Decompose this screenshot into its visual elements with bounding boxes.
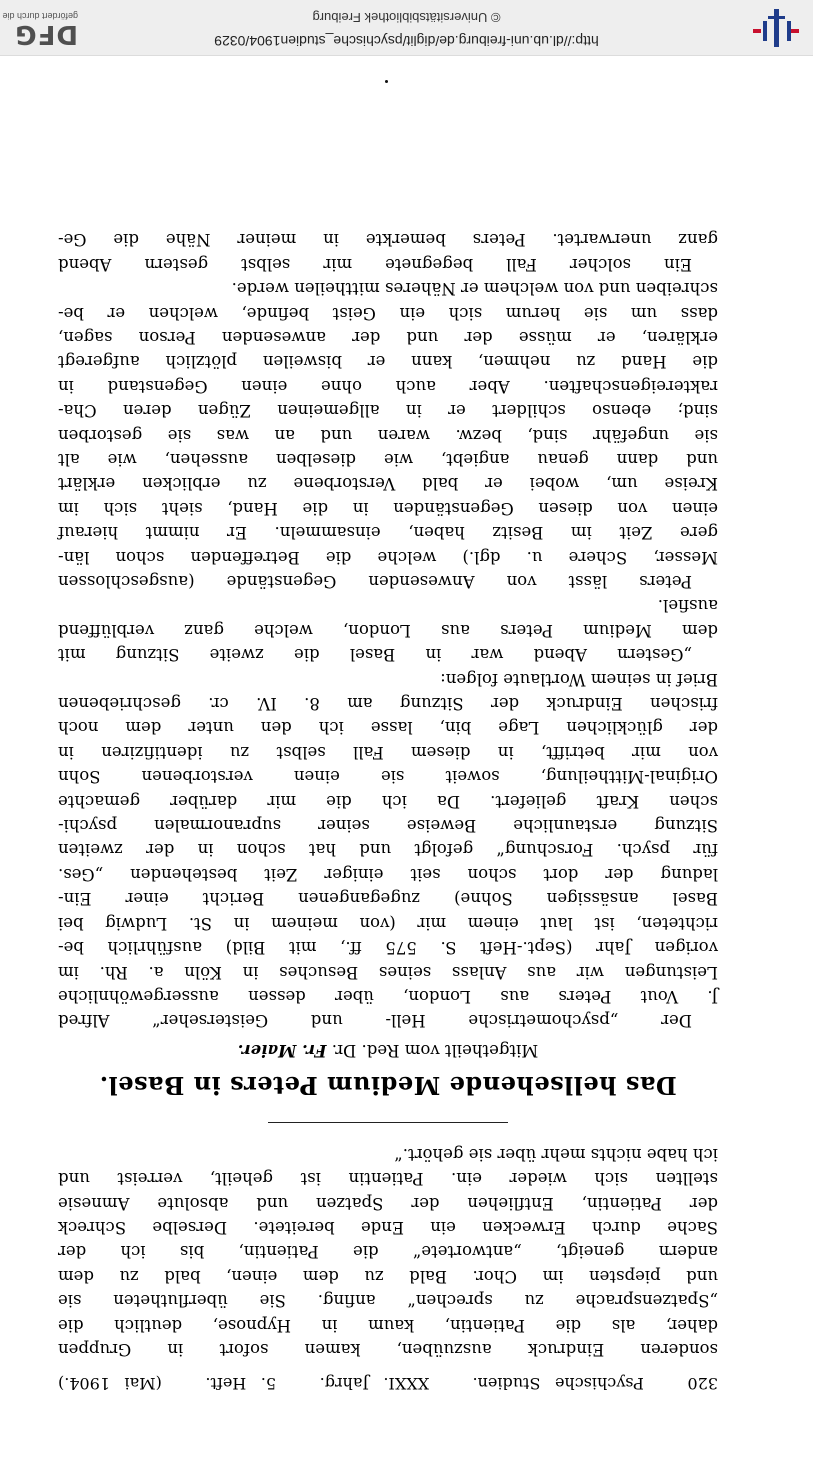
text-line: erklären, er müsse der und der anwesenden Person sagen, [58, 327, 718, 347]
page-number: 320 [687, 1374, 718, 1393]
text-line: sind; ebenso schildert er in allgemeinen Zügen deren Cha- [58, 401, 718, 421]
paragraph-1 [58, 666, 718, 1032]
text-line: und piepsten im Chor. Bald zu dem einen, bald zu dem [58, 1266, 718, 1286]
text-line: ladung der dort schon seit einiger Zeit bestehenden „Ges. [58, 864, 718, 884]
text-line: dass um sie herum sich ein Geist befinde, welchen er be- [58, 303, 718, 323]
text-line: Kreise um, wobei er bald Verstorbene zu erblicken erklärt [58, 474, 718, 494]
text-line: gere Zeit im Besitz haben, einsammeln. Er nimmt hierauf [58, 523, 718, 543]
intro-paragraph [58, 1141, 718, 1361]
text-line: frischen Eindruck der Sitzung am 8. IV. cr. geschriebenen [58, 694, 718, 714]
text-line: Original-Mittheilung, soweit sie einen verstorbenen Sohn [58, 767, 718, 787]
text-line: der glücklichen Lage bin, lasse ich den unter dem noch [58, 718, 718, 738]
text-line: Leistungen wir aus Anlass seines Besuches in Köln a. Rh. im [58, 962, 718, 982]
text-line: Sache durch Erwecken ein Ende bereitete. Derselbe Schreck [58, 1217, 718, 1237]
text-line: schreiben und von welchem er Näheres mittheilen werde. [231, 279, 718, 299]
text-line: und dann genau angiebt, wie dieselben aussehen, wie alt [58, 450, 718, 469]
text-line: schen Kraft geliefert. Da ich die mir darüber gemachte [58, 791, 718, 811]
text-line: ich habe nichts mehr über sie gehört.“ [394, 1144, 718, 1164]
article-title: Das hellsehende Medium Peters in Basel. [99, 1071, 677, 1101]
text-line: Ein solcher Fall begegnete mir selbst gestern Abend [58, 254, 692, 274]
running-header [58, 1373, 718, 1393]
text-line: Peters lässt von Anwesenden Gegenstände (ausgeschlossen [58, 572, 692, 592]
text-line: „Gestern Abend war in Basel die zweite Sitzung mit [58, 645, 692, 665]
journal-name: Psychische Studien. [472, 1374, 644, 1393]
text-line: andern geneigt, „antwortete“ die Patientin, bis ich der [58, 1242, 718, 1262]
paragraph-4 [58, 227, 718, 276]
text-line: daher, als die Patientin, kaum in Hypnose, deutlich die [58, 1315, 718, 1335]
text-line: „Spatzensprache zu sprechen“ anfing. Sie überflutheten sie [58, 1291, 718, 1311]
text-line: Sitzung erstaunliche Beweise seiner supranormalen psychi- [58, 816, 718, 836]
text-line: der Patientin, Entfliehen der Spatzen und absolute Amnesie [58, 1193, 718, 1213]
dfg-caption: gefördert durch die [2, 11, 78, 21]
viewer-banner [0, 0, 813, 56]
text-line: für psych. Forschung“ gefolgt und hat schon in der zweiten [58, 840, 718, 860]
text-line: von mir betrifft, in diesem Fall selbst zu identifiziren in [58, 742, 718, 762]
library-credit: © Universitätsbibliothek Freiburg [312, 10, 501, 25]
document-url[interactable]: http://dl.ub.uni-freiburg.de/diglit/psychische_studien1904/0329 [214, 33, 599, 49]
byline-prefix: Mitgetheilt vom Red. Dr. [331, 1041, 539, 1061]
article-byline [58, 1038, 718, 1062]
text-line: ganz unerwartet. Peters bemerkte in meiner Nähe die Ge- [58, 230, 718, 250]
issue-date: (Mai 1904.) [57, 1374, 162, 1393]
text-line: J. Vout Peters aus London, über dessen aussergewöhnliche [58, 986, 718, 1006]
text-line: einen von diesen Gegenständen in die Hand, sieht sich im [58, 498, 718, 518]
scan-speck [385, 80, 388, 83]
paragraph-2 [58, 593, 718, 666]
text-line: raktereigenschaften. Aber auch ohne einen Gegenstand in [58, 376, 718, 396]
text-line: richteten, ist laut einem mir (von meinem in St. Ludwig bei [58, 913, 718, 933]
dfg-logo-mark: DFG [14, 19, 78, 49]
section-divider [268, 1122, 508, 1123]
text-line: sonderen Eindruck auszuüben, kamen sofort in Gruppen [58, 1340, 718, 1359]
text-line: dem Medium Peters aus London, welche ganz verblüffend [58, 620, 718, 640]
text-line: Messer, Schere u. dgl.) welche die Betreffenden schon län- [58, 547, 718, 567]
text-line: sie ungefähr sind, bezw. waren und an was sie gestorben [58, 425, 718, 445]
issue: 5. Heft. [205, 1374, 277, 1393]
author-name: Fr. Maier. [237, 1041, 327, 1061]
text-line: vorigen Jahr (Sept.-Heft S. 575 ff., mit Bild) ausführlich be- [58, 938, 718, 958]
text-line: ausfiel. [657, 596, 718, 616]
document-page [58, 227, 718, 1393]
text-line: die Hand zu nehmen, kann er bisweilen plötzlich aufgeregt [58, 352, 718, 372]
volume: XXXI. Jahrg. [319, 1374, 429, 1393]
university-library-logo-icon[interactable] [745, 5, 805, 49]
paragraph-3 [58, 276, 718, 593]
text-line: Basel ansässigen Sohne) zugegangenen Bericht einer Ein- [58, 889, 718, 909]
text-line: Der „psychometrische Hell- und Geisterseher“ Alfred [58, 1011, 692, 1031]
text-line: Brief in seinem Wortlaute folgen: [440, 669, 718, 689]
text-line: stellten sich wieder ein. Patientin ist geheilt, verreist und [58, 1169, 718, 1189]
